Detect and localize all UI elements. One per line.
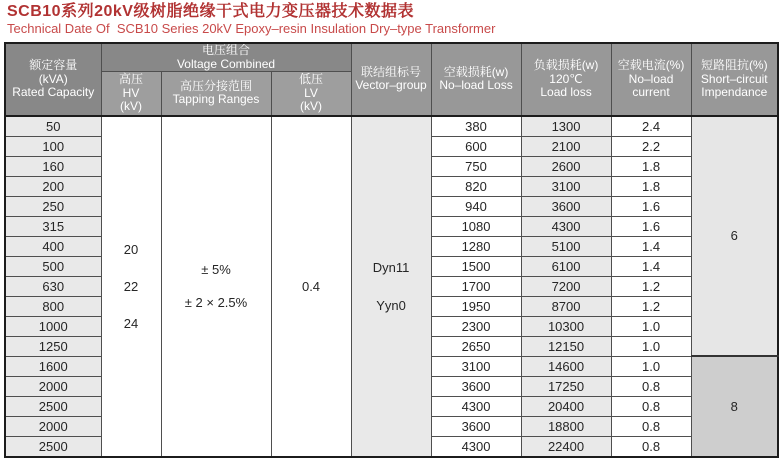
- no-load-current-cell: 0.8: [611, 376, 691, 396]
- no-load-current-cell: 2.2: [611, 136, 691, 156]
- load-loss-cell: 12150: [521, 336, 611, 356]
- no-load-current-cell: 2.4: [611, 116, 691, 137]
- table-row: [5, 116, 778, 137]
- no-load-current-cell: 1.4: [611, 236, 691, 256]
- load-loss-cell: 17250: [521, 376, 611, 396]
- title-block: [7, 2, 495, 37]
- load-loss-cell: 4300: [521, 216, 611, 236]
- header-no-load-loss: 空载损耗(w) No–load Loss: [431, 43, 521, 116]
- no-load-current-cell: 1.2: [611, 276, 691, 296]
- no-load-loss-cell: 1700: [431, 276, 521, 296]
- no-load-loss-cell: 380: [431, 116, 521, 137]
- load-loss-cell: 3600: [521, 196, 611, 216]
- load-loss-cell: 22400: [521, 436, 611, 457]
- page-title: SCB10系列20kV级树脂绝缘干式电力变压器技术数据表: [7, 3, 414, 20]
- no-load-loss-cell: 4300: [431, 436, 521, 457]
- header-row-1: [5, 43, 778, 72]
- rated-capacity-cell: 1600: [5, 356, 101, 376]
- no-load-loss-cell: 1500: [431, 256, 521, 276]
- no-load-loss-cell: 1280: [431, 236, 521, 256]
- header-vector-group: 联结组标号 Vector–group: [351, 43, 431, 116]
- load-loss-cell: 3100: [521, 176, 611, 196]
- rated-capacity-cell: 50: [5, 116, 101, 137]
- no-load-loss-cell: 3600: [431, 416, 521, 436]
- rated-capacity-cell: 2000: [5, 416, 101, 436]
- no-load-loss-cell: 750: [431, 156, 521, 176]
- no-load-current-cell: 1.6: [611, 196, 691, 216]
- no-load-loss-cell: 600: [431, 136, 521, 156]
- no-load-current-cell: 1.0: [611, 336, 691, 356]
- rated-capacity-cell: 100: [5, 136, 101, 156]
- load-loss-cell: 20400: [521, 396, 611, 416]
- no-load-loss-cell: 940: [431, 196, 521, 216]
- load-loss-cell: 6100: [521, 256, 611, 276]
- rated-capacity-cell: 1000: [5, 316, 101, 336]
- load-loss-cell: 14600: [521, 356, 611, 376]
- rated-capacity-cell: 2500: [5, 396, 101, 416]
- header-tapping-ranges: 高压分接范围 Tapping Ranges: [161, 72, 271, 116]
- header-no-load-current: 空载电流(%) No–load current: [611, 43, 691, 116]
- page-subtitle: Technical Date Of SCB10 Series 20kV Epoxy–resin Insulation Dry–type Transformer: [7, 21, 496, 36]
- load-loss-cell: 10300: [521, 316, 611, 336]
- no-load-loss-cell: 3100: [431, 356, 521, 376]
- vector-group-merged-cell: Dyn11 Yyn0: [351, 116, 431, 457]
- no-load-current-cell: 1.6: [611, 216, 691, 236]
- header-voltage-combined: 电压组合 Voltage Combined: [101, 43, 351, 72]
- load-loss-cell: 5100: [521, 236, 611, 256]
- header-lv: 低压 LV (kV): [271, 72, 351, 116]
- rated-capacity-cell: 400: [5, 236, 101, 256]
- header-hv: 高压 HV (kV): [101, 72, 161, 116]
- no-load-current-cell: 0.8: [611, 436, 691, 457]
- no-load-current-cell: 0.8: [611, 396, 691, 416]
- no-load-loss-cell: 2650: [431, 336, 521, 356]
- header-rated-capacity: 额定容量 (kVA) Rated Capacity: [5, 43, 101, 116]
- no-load-current-cell: 1.0: [611, 316, 691, 336]
- tapping-range-merged-cell: ± 5% ± 2 × 2.5%: [161, 116, 271, 457]
- load-loss-cell: 2100: [521, 136, 611, 156]
- rated-capacity-cell: 800: [5, 296, 101, 316]
- header-load-loss: 负载损耗(w) 120℃ Load loss: [521, 43, 611, 116]
- no-load-loss-cell: 820: [431, 176, 521, 196]
- hv-merged-cell: 20 22 24: [101, 116, 161, 457]
- no-load-loss-cell: 1080: [431, 216, 521, 236]
- no-load-current-cell: 1.4: [611, 256, 691, 276]
- header-impedance: 短路阻抗(%) Short–circuit Impendance: [691, 43, 778, 116]
- rated-capacity-cell: 250: [5, 196, 101, 216]
- rated-capacity-cell: 315: [5, 216, 101, 236]
- impedance-6-merged-cell: 6: [691, 116, 778, 357]
- rated-capacity-cell: 1250: [5, 336, 101, 356]
- no-load-current-cell: 1.0: [611, 356, 691, 376]
- no-load-loss-cell: 4300: [431, 396, 521, 416]
- rated-capacity-cell: 160: [5, 156, 101, 176]
- load-loss-cell: 7200: [521, 276, 611, 296]
- rated-capacity-cell: 2000: [5, 376, 101, 396]
- no-load-current-cell: 1.2: [611, 296, 691, 316]
- rated-capacity-cell: 200: [5, 176, 101, 196]
- no-load-current-cell: 1.8: [611, 156, 691, 176]
- no-load-current-cell: 1.8: [611, 176, 691, 196]
- rated-capacity-cell: 630: [5, 276, 101, 296]
- no-load-loss-cell: 2300: [431, 316, 521, 336]
- transformer-spec-table: [4, 42, 779, 458]
- rated-capacity-cell: 500: [5, 256, 101, 276]
- load-loss-cell: 2600: [521, 156, 611, 176]
- load-loss-cell: 1300: [521, 116, 611, 137]
- no-load-current-cell: 0.8: [611, 416, 691, 436]
- lv-merged-cell: 0.4: [271, 116, 351, 457]
- load-loss-cell: 8700: [521, 296, 611, 316]
- impedance-8-merged-cell: 8: [691, 356, 778, 457]
- rated-capacity-cell: 2500: [5, 436, 101, 457]
- no-load-loss-cell: 3600: [431, 376, 521, 396]
- load-loss-cell: 18800: [521, 416, 611, 436]
- no-load-loss-cell: 1950: [431, 296, 521, 316]
